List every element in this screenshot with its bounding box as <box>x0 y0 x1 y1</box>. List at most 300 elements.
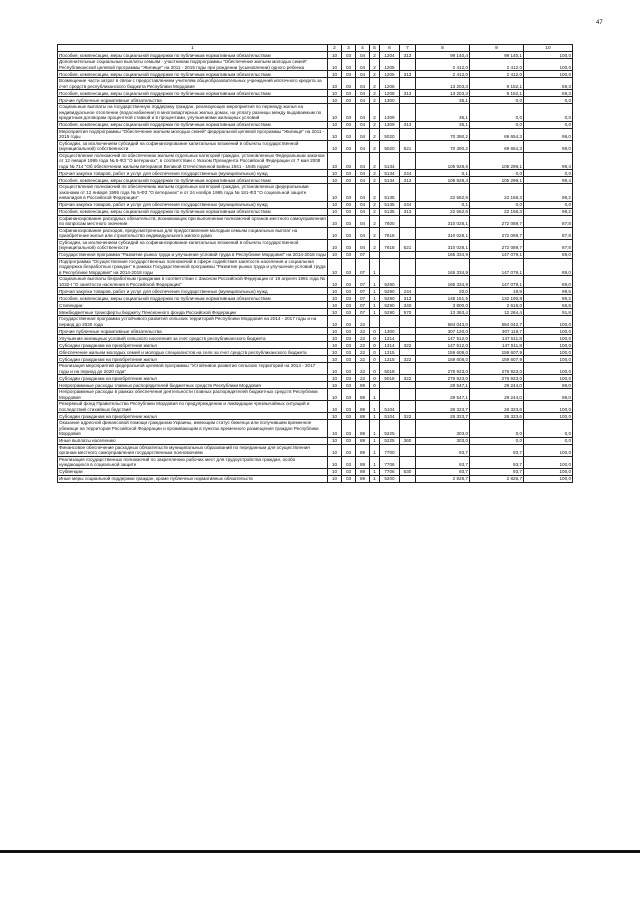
approved-amount: 105 928,4 <box>416 177 470 184</box>
executed-amount: 147 079,1 <box>470 276 524 288</box>
subprogram-code: 1 <box>370 401 380 413</box>
section-code: 10 <box>328 104 342 122</box>
program-code: 04 <box>356 227 370 239</box>
target-code: 1205 <box>380 71 400 78</box>
section-code: 10 <box>328 140 342 152</box>
program-code: 04 <box>356 201 370 208</box>
column-header-2: 2 <box>328 45 342 52</box>
program-code: 89 <box>356 413 370 420</box>
section-code: 10 <box>328 335 342 342</box>
expense-type-code: 521 <box>400 140 416 152</box>
target-code: 5290 <box>380 295 400 302</box>
table-row <box>58 104 573 122</box>
row-description: Дополнительные социальные выплаты семьям - участникам подпрограммы "Обеспечение жильем молодых семей" Республиканской целевой программы "Жилище" на 2011 - 2015 годы при рождении (усыновлении) одного ребенка <box>58 59 328 71</box>
target-code <box>380 389 400 401</box>
expense-type-code <box>400 258 416 276</box>
target-code: 5134 <box>380 170 400 177</box>
subprogram-code: 2 <box>370 201 380 208</box>
row-description: Прочая закупка товаров, работ и услуг для обеспечения государственных (муниципальных) нужд <box>58 170 328 177</box>
program-code: 07 <box>356 258 370 276</box>
program-code: 04 <box>356 71 370 78</box>
executed-amount: 0,0 <box>470 170 524 177</box>
subprogram-code: 1 <box>370 309 380 316</box>
target-code: 1314 <box>380 342 400 349</box>
section-code: 10 <box>328 375 342 382</box>
program-code: 22 <box>356 328 370 335</box>
subprogram-code: 1 <box>370 295 380 302</box>
row-description: Софинансирование расходных обязательств, возникающих при выполнении полномочий органов местного самоуправления по вопросам местного значения <box>59 215 326 226</box>
executed-amount: 2 826,7 <box>470 475 524 482</box>
row-description: Пособия, компенсации, меры социальной поддержки по публичным нормативным обязательствам <box>58 295 328 302</box>
target-code: 5135 <box>380 201 400 208</box>
target-code <box>380 316 400 328</box>
target-code: 5135 <box>380 208 400 215</box>
expense-type-code <box>400 104 416 122</box>
subprogram-code: 0 <box>370 328 380 335</box>
column-header-4: 4 <box>356 45 370 52</box>
executed-amount: 147 079,1 <box>470 251 524 258</box>
table-row <box>58 302 573 309</box>
section-code: 10 <box>328 52 342 59</box>
expense-type-code: 521 <box>400 239 416 251</box>
section-code: 10 <box>328 208 342 215</box>
section-code: 10 <box>328 170 342 177</box>
footer-rule <box>0 850 640 853</box>
row-description: Возмещение части затрат в связи с предоставлением учителям общеобразовательных учреждений ипотечного кредита за счет средств республиканского бюджета Республики Мордовия <box>58 78 328 90</box>
approved-amount: 3 800,0 <box>416 302 470 309</box>
subprogram-code: 1 <box>370 302 380 309</box>
execution-percent: 69,3 <box>524 90 573 97</box>
execution-percent: 89,0 <box>524 258 573 276</box>
table-row <box>58 288 573 295</box>
program-code: 22 <box>356 375 370 382</box>
executed-amount: 19,9 <box>470 288 524 295</box>
subprogram-code: 1 <box>370 444 380 456</box>
expense-type-code: 530 <box>400 468 416 475</box>
executed-amount: 272 089,7 <box>470 215 524 227</box>
target-code: 5018 <box>380 363 400 375</box>
approved-amount: 165 334,9 <box>416 251 470 258</box>
row-description: Осуществление полномочий по обеспечению жильем отдельных категорий граждан, установленных Федеральным законом от 12 января 1995 года № 5-ФЗ "О ветеранах", в соответствии с Указом Президента Российской Федерации от 7 мая 2008 года № 714 "Об обеспечении жильем ветеранов Великой Отечественной войны 1941 - 1945 годов" <box>58 152 328 170</box>
execution-percent: 99,5 <box>524 288 573 295</box>
expense-type-code: 322 <box>400 375 416 382</box>
execution-percent: 99,4 <box>524 152 573 170</box>
row-description: Софинансирование расходов, предусмотренных для предоставления молодым семьям социальных выплат на приобретение жилья или строительство индивидуального жилого дома <box>58 227 328 239</box>
execution-percent: 87,8 <box>524 239 573 251</box>
program-code: 89 <box>356 389 370 401</box>
subprogram-code <box>370 316 380 328</box>
execution-percent: 98,2 <box>524 184 573 202</box>
table-row <box>58 128 573 140</box>
execution-percent: 0,0 <box>524 121 573 128</box>
row-description: Стипендии <box>58 302 328 309</box>
subsection-code: 03 <box>342 401 356 413</box>
subprogram-code: 0 <box>370 335 380 342</box>
approved-amount: 13 363,4 <box>416 309 470 316</box>
section-code: 10 <box>328 456 342 468</box>
program-code: 04 <box>356 239 370 251</box>
expense-type-code <box>400 389 416 401</box>
expense-type-code: 322 <box>400 413 416 420</box>
subsection-code: 03 <box>342 140 356 152</box>
subsection-code: 03 <box>342 363 356 375</box>
execution-percent: 100,0 <box>524 59 573 71</box>
program-code: 22 <box>356 356 370 363</box>
approved-amount: 310 028,1 <box>416 239 470 251</box>
target-code: 5290 <box>380 309 400 316</box>
approved-amount: 93,7 <box>416 444 470 456</box>
expense-type-code <box>400 184 416 202</box>
target-code: 7618 <box>380 239 400 251</box>
expense-type-code <box>400 475 416 482</box>
executed-amount: 29 244,0 <box>470 382 524 389</box>
subprogram-code: 2 <box>370 121 380 128</box>
executed-amount: 276 923,0 <box>470 375 524 382</box>
approved-amount: 147 512,0 <box>416 335 470 342</box>
execution-percent: 68,8 <box>524 302 573 309</box>
approved-amount: 165 334,9 <box>416 276 470 288</box>
subprogram-code: 2 <box>370 215 380 227</box>
target-code: 5134 <box>380 177 400 184</box>
approved-amount: 105 928,6 <box>416 152 470 170</box>
section-code: 10 <box>328 227 342 239</box>
table-row <box>58 140 573 152</box>
subprogram-code: 2 <box>370 90 380 97</box>
target-code <box>380 382 400 389</box>
table-row <box>58 363 573 375</box>
execution-percent: 0,0 <box>524 201 573 208</box>
subsection-code: 03 <box>342 239 356 251</box>
section-code: 10 <box>328 382 342 389</box>
row-description: Оказание адресной финансовой помощи гражданам Украины, имеющим статус беженца или получившим временное убежище на территории Российской Федерации и проживающим в пунктах временного размещения граждан Республики Мордовия <box>58 420 328 438</box>
executed-amount: 93,7 <box>470 444 524 456</box>
execution-percent: 89,0 <box>524 276 573 288</box>
execution-percent: 100,0 <box>524 316 573 328</box>
subsection-code: 03 <box>342 52 356 59</box>
program-code: 04 <box>356 140 370 152</box>
executed-amount: 0,0 <box>470 420 524 438</box>
approved-amount: 13 203,3 <box>416 90 470 97</box>
row-description: Субсидии гражданам на приобретение жилья <box>58 375 328 382</box>
subsection-code: 03 <box>342 59 356 71</box>
table-row <box>58 208 573 215</box>
subprogram-code: 2 <box>370 208 380 215</box>
subprogram-code: 2 <box>370 170 380 177</box>
executed-amount: 93,7 <box>470 456 524 468</box>
row-description: Межбюджетные трансферты бюджету Пенсионного фонда Российской Федерации <box>58 309 328 316</box>
subsection-code: 03 <box>342 288 356 295</box>
section-code: 10 <box>328 128 342 140</box>
expense-type-code <box>400 349 416 356</box>
table-row <box>58 295 573 302</box>
row-description: Пособия, компенсации, меры социальной поддержки по публичным нормативным обязательствам <box>58 121 328 128</box>
table-row <box>58 375 573 382</box>
execution-percent: 100,0 <box>524 328 573 335</box>
subprogram-code: 2 <box>370 152 380 170</box>
row-description: Субвенции <box>58 468 328 475</box>
executed-amount: 93,7 <box>470 468 524 475</box>
program-code: 22 <box>356 349 370 356</box>
expense-type-code: 322 <box>400 356 416 363</box>
subsection-code: 03 <box>342 227 356 239</box>
approved-amount: 310 028,1 <box>416 227 470 239</box>
row-description: Государственная программа "Развитие рынка труда и улучшение условий труда в Республике Мордовия" на 2014-2018 годы <box>59 252 326 257</box>
executed-amount: 22 168,3 <box>470 184 524 202</box>
program-code: 22 <box>356 363 370 375</box>
expense-type-code <box>400 328 416 335</box>
executed-amount: 584 042,7 <box>470 316 524 328</box>
section-code: 10 <box>328 302 342 309</box>
program-code: 04 <box>356 78 370 90</box>
approved-amount: 2 412,0 <box>416 59 470 71</box>
row-description: Субсидии, за исключением субсидий на софинансирование капитальных вложений в объекты государственной (муниципальной) собственности <box>58 239 328 251</box>
program-code: 89 <box>356 382 370 389</box>
expense-type-code <box>400 401 416 413</box>
execution-percent: 87,8 <box>524 227 573 239</box>
subprogram-code: 1 <box>370 456 380 468</box>
page-number: 47 <box>596 20 603 26</box>
expense-type-code: 313 <box>400 52 416 59</box>
row-description: Прочие публичные нормативные обязательства <box>58 328 328 335</box>
program-code: 89 <box>356 437 370 444</box>
column-header-3: 3 <box>342 45 356 52</box>
execution-percent: 99,0 <box>524 389 573 401</box>
program-code: 07 <box>356 302 370 309</box>
table-row <box>58 258 573 276</box>
table-row <box>58 215 573 227</box>
subsection-code: 03 <box>342 97 356 104</box>
expense-type-code <box>400 215 416 227</box>
program-code: 04 <box>356 104 370 122</box>
section-code: 10 <box>328 342 342 349</box>
target-code: 7600 <box>380 215 400 227</box>
table-row <box>58 342 573 349</box>
executed-amount: 307 119,7 <box>470 328 524 335</box>
subsection-code: 03 <box>342 328 356 335</box>
executed-amount: 29 244,0 <box>470 389 524 401</box>
execution-percent: 100,0 <box>524 71 573 78</box>
subsection-code: 03 <box>342 184 356 202</box>
expense-type-code: 570 <box>400 309 416 316</box>
subsection-code: 03 <box>342 302 356 309</box>
expense-type-code <box>400 276 416 288</box>
approved-amount: 22 562,9 <box>416 184 470 202</box>
expense-type-code: 313 <box>400 295 416 302</box>
approved-amount: 99 140,4 <box>416 52 470 59</box>
section-code: 10 <box>328 328 342 335</box>
section-code: 10 <box>328 152 342 170</box>
execution-percent: 100,0 <box>524 444 573 456</box>
execution-percent: 100,0 <box>524 349 573 356</box>
section-code: 10 <box>328 363 342 375</box>
subsection-code: 03 <box>342 215 356 227</box>
subsection-code: 03 <box>342 475 356 482</box>
approved-amount: 93,7 <box>416 456 470 468</box>
execution-percent: 100,0 <box>524 456 573 468</box>
subsection-code: 03 <box>342 177 356 184</box>
subsection-code: 03 <box>342 208 356 215</box>
program-code: 04 <box>356 59 370 71</box>
section-code: 10 <box>328 468 342 475</box>
section-code: 10 <box>328 201 342 208</box>
expense-type-code <box>400 78 416 90</box>
table-row <box>58 152 573 170</box>
execution-percent: 0,0 <box>524 420 573 438</box>
table-row <box>58 401 573 413</box>
approved-amount: 36,1 <box>416 97 470 104</box>
target-code: 5290 <box>380 276 400 288</box>
subprogram-code: 1 <box>370 258 380 276</box>
execution-percent: 89,2 <box>524 295 573 302</box>
subprogram-code: 2 <box>370 239 380 251</box>
table-row <box>58 201 573 208</box>
expense-type-code <box>400 128 416 140</box>
execution-percent: 99,0 <box>524 140 573 152</box>
approved-amount: 0,1 <box>416 201 470 208</box>
section-code: 10 <box>328 184 342 202</box>
approved-amount: 276 923,0 <box>416 375 470 382</box>
target-code: 5225 <box>380 437 400 444</box>
execution-percent: 100,0 <box>524 363 573 375</box>
section-code: 10 <box>328 215 342 227</box>
executed-amount: 132 190,8 <box>470 295 524 302</box>
table-row <box>58 121 573 128</box>
subsection-code: 03 <box>342 349 356 356</box>
expense-type-code <box>400 444 416 456</box>
executed-amount: 2 412,0 <box>470 59 524 71</box>
column-header-10: 10 <box>524 45 573 52</box>
execution-percent: 87,8 <box>524 215 573 227</box>
expense-type-code <box>400 97 416 104</box>
section-code: 10 <box>328 59 342 71</box>
executed-amount: 2 616,0 <box>470 302 524 309</box>
section-code: 10 <box>328 437 342 444</box>
table-row <box>58 389 573 401</box>
executed-amount: 0,0 <box>470 437 524 444</box>
row-description: Государственная программа устойчивого развития сельских территорий Республики Мордовия на 2014 - 2017 годы и на период до 2020 года <box>58 316 328 328</box>
row-description: Прочая закупка товаров, работ и услуг для обеспечения государственных (муниципальных) нужд <box>58 288 328 295</box>
subprogram-code: 2 <box>370 52 380 59</box>
expense-type-code: 244 <box>400 288 416 295</box>
approved-amount: 310 028,1 <box>416 215 470 227</box>
expense-type-code <box>400 227 416 239</box>
subsection-code: 03 <box>342 170 356 177</box>
row-description: Обеспечение жильем молодых семей и молодых специалистов на селе за счет средств республиканского бюджета <box>58 349 328 356</box>
target-code: 1204 <box>380 52 400 59</box>
subprogram-code: 1 <box>370 276 380 288</box>
approved-amount: 276 923,0 <box>416 363 470 375</box>
approved-amount: 148 151,5 <box>416 295 470 302</box>
subprogram-code <box>370 251 380 258</box>
expense-type-code <box>400 335 416 342</box>
row-description: Мероприятия подпрограммы "Обеспечение жильем молодых семей" федеральной целевой программы "Жилище" на 2011 - 2015 годы <box>58 128 328 140</box>
executed-amount: 9 152,1 <box>470 78 524 90</box>
execution-percent: 99,0 <box>524 382 573 389</box>
column-header-7: 7 <box>400 45 416 52</box>
target-code <box>380 251 400 258</box>
subprogram-code: 1 <box>370 288 380 295</box>
target-code: 1314 <box>380 335 400 342</box>
executed-amount: 26 323,6 <box>470 413 524 420</box>
subprogram-code: 0 <box>370 349 380 356</box>
executed-amount: 276 923,0 <box>470 363 524 375</box>
expense-type-code <box>400 456 416 468</box>
row-description: Субсидии гражданам на приобретение жилья <box>58 413 328 420</box>
table-row <box>58 382 573 389</box>
expense-type-code: 313 <box>400 177 416 184</box>
subprogram-code: 2 <box>370 140 380 152</box>
table-row <box>58 184 573 202</box>
executed-amount: 69 654,3 <box>470 128 524 140</box>
execution-percent: 91,8 <box>524 309 573 316</box>
subsection-code: 03 <box>342 90 356 97</box>
approved-amount: 20,0 <box>416 288 470 295</box>
subsection-code: 03 <box>342 356 356 363</box>
approved-amount: 36,1 <box>416 121 470 128</box>
program-code: 04 <box>356 170 370 177</box>
section-code: 10 <box>328 309 342 316</box>
approved-amount: 13 203,3 <box>416 78 470 90</box>
subsection-code: 03 <box>342 456 356 468</box>
row-description: Социальные выплаты безработным гражданам в соответствии с Законом Российской Федерации от 19 апреля 1991 года № 1032-I "О занятости населения в Российской Федерации" <box>58 276 328 288</box>
executed-amount: 272 089,7 <box>470 227 524 239</box>
table-row <box>58 335 573 342</box>
table-row <box>58 468 573 475</box>
subprogram-code: 1 <box>370 468 380 475</box>
table-row <box>58 316 573 328</box>
table-row <box>58 413 573 420</box>
target-code: 7700 <box>380 444 400 456</box>
section-code: 10 <box>328 413 342 420</box>
expense-type-code <box>400 152 416 170</box>
executed-amount: 0,0 <box>470 201 524 208</box>
target-code: 5135 <box>380 184 400 202</box>
row-description: Улучшение жилищных условий сельского населения за счет средств республиканского бюджета <box>58 335 328 342</box>
row-description: Реализация государственных полномочий по закреплению рабочих мест для трудоустройства граждан, особо нуждающихся в социальной защите <box>58 456 328 468</box>
table-row <box>58 97 573 104</box>
target-code: 1208 <box>380 78 400 90</box>
row-description: Прочие публичные нормативные обязательства <box>58 97 328 104</box>
expense-type-code <box>400 382 416 389</box>
approved-amount: 29 547,1 <box>416 382 470 389</box>
target-code: 5020 <box>380 140 400 152</box>
target-code: 5104 <box>380 413 400 420</box>
execution-percent: 98,2 <box>524 208 573 215</box>
expense-type-code: 244 <box>400 170 416 177</box>
execution-percent: 0,0 <box>524 170 573 177</box>
target-code: 1315 <box>380 356 400 363</box>
approved-amount: 2 412,0 <box>416 71 470 78</box>
execution-percent: 100,0 <box>524 475 573 482</box>
executed-amount: 147 511,8 <box>470 342 524 349</box>
table-row <box>58 227 573 239</box>
approved-amount: 26 323,7 <box>416 413 470 420</box>
executed-amount: 105 299,1 <box>470 177 524 184</box>
table-row <box>58 444 573 456</box>
expense-type-code <box>400 251 416 258</box>
approved-amount: 70 390,2 <box>416 140 470 152</box>
subsection-code: 03 <box>342 251 356 258</box>
approved-amount: 26 323,7 <box>416 401 470 413</box>
subprogram-code: 2 <box>370 227 380 239</box>
table-row <box>58 71 573 78</box>
program-code: 07 <box>356 309 370 316</box>
expense-type-code: 313 <box>400 90 416 97</box>
target-code: 5225 <box>380 420 400 438</box>
budget-table <box>57 44 573 483</box>
approved-amount: 2 826,7 <box>416 475 470 482</box>
section-code: 10 <box>328 389 342 401</box>
